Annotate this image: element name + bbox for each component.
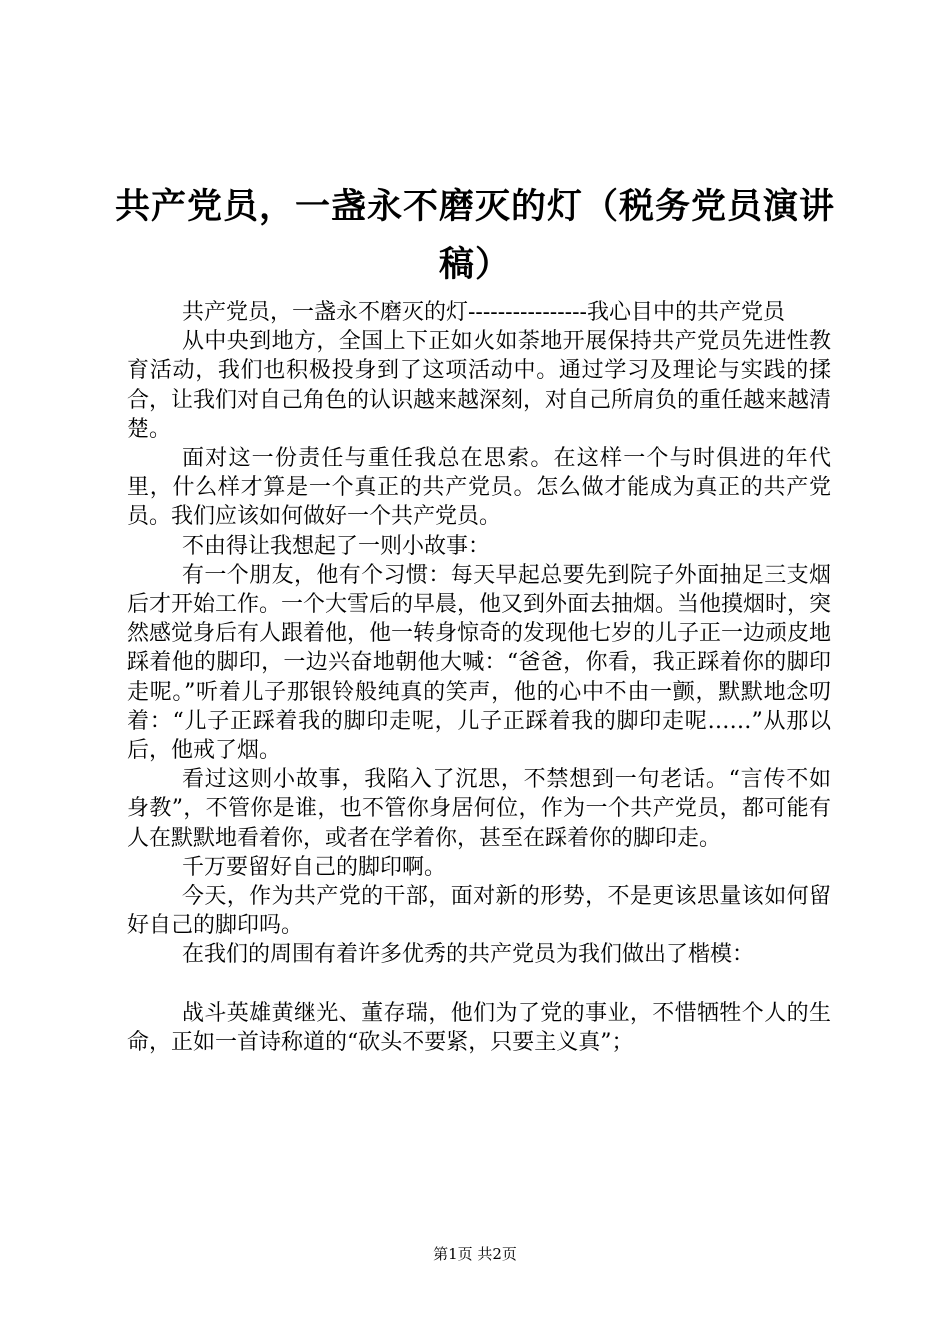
paragraph-3: 面对这一份责任与重任我总在思索。在这样一个与时俱进的年代里，什么样才算是一个真正的共产党员。怎么做才能成为真正的共产党员。我们应该如何做好一个共产党员。 [127, 446, 831, 530]
document-title: 共产党员，一盏永不磨灭的灯（税务党员演讲稿） [114, 186, 835, 285]
paragraph-6: 看过这则小故事，我陷入了沉思，不禁想到一句老话。“言传不如身教”，不管你是谁，也不管你身居何位，作为一个共产党员，都可能有人在默默地看着你，或者在学着你，甚至在踩着你的脚印走。 [127, 767, 831, 851]
paragraph-8: 今天，作为共产党的干部，面对新的形势，不是更该思量该如何留好自己的脚印吗。 [127, 884, 831, 939]
paragraph-9: 在我们的周围有着许多优秀的共产党员为我们做出了楷模： [182, 942, 755, 968]
paragraph-7: 千万要留好自己的脚印啊。 [182, 854, 447, 880]
paragraph-1: 共产党员，一盏永不磨灭的灯----------------我心目中的共产党员 [182, 300, 785, 325]
paragraph-4: 不由得让我想起了一则小故事： [182, 533, 491, 559]
paragraph-2: 从中央到地方，全国上下正如火如荼地开展保持共产党员先进性教育活动，我们也积极投身到了这项活动中。通过学习及理论与实践的揉合，让我们对自己角色的认识越来越深刻，对自己所肩负的重任越来越清楚。 [127, 329, 832, 442]
paragraph-10: 战斗英雄黄继光、董存瑞，他们为了党的事业，不惜牺牲个人的生命，正如一首诗称道的“砍头不要紧，只要主义真”； [127, 1000, 831, 1056]
page-footer: 第1页 共2页 [433, 1245, 517, 1263]
paragraph-5: 有一个朋友，他有个习惯：每天早起总要先到院子外面抽足三支烟后才开始工作。一个大雪后的早晨，他又到外面去抽烟。当他摸烟时，突然感觉身后有人跟着他，他一转身惊奇的发现他七岁的儿子正一边顽皮地踩着他的脚印，一边兴奋地朝他大喊：“爸爸，你看，我正踩着你的脚印走呢。”听着儿子那银铃般纯真的笑声，他的心中不由一颤，默默地念叨着：“儿子正踩着我的脚印走呢，儿子正踩着我的脚印走呢……”从那以后，他戒了烟。 [127, 562, 832, 764]
document-body [127, 298, 831, 1057]
